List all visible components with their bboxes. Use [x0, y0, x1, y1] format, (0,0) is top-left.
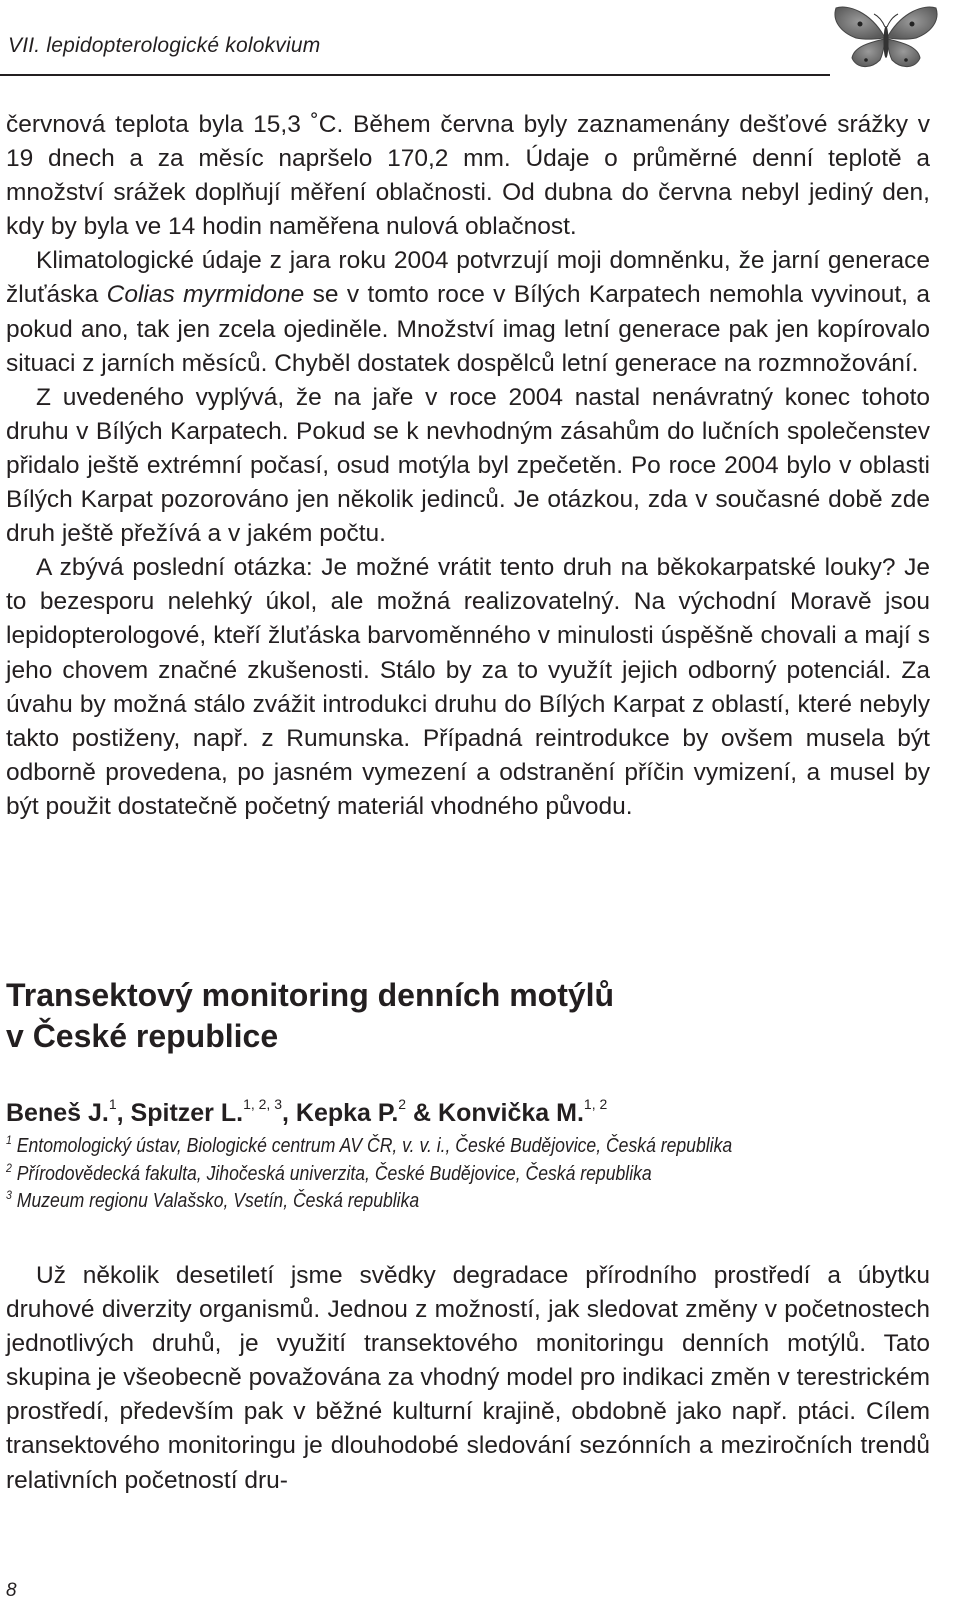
- article-title: [6, 975, 906, 1057]
- author-name: Konvička M.: [438, 1099, 584, 1127]
- affiliation: [6, 1161, 732, 1189]
- affiliation-number: 3: [6, 1188, 12, 1202]
- affiliation-number: 1: [6, 1133, 12, 1147]
- title-line: v České republice: [6, 1018, 279, 1054]
- title-line: Transektový monitoring denních motýlů: [6, 977, 615, 1013]
- affiliation-ref: 2: [398, 1096, 407, 1112]
- continued-article-text: [6, 108, 930, 824]
- paragraph: Z uvedeného vyplývá, že na jaře v roce 2004 nastal nenávratný konec tohoto druhu v Bílých Karpatech. Pokud se k nevhodným zásahům do lučních společenstev přidalo ještě extrémní počasí, osud motýla byl zpečetěn. Po roce 2004 bylo v oblasti Bílých Karpat pozorováno jen několik jedinců. Je otázkou, zda v současné době zde druh ještě přežívá a v jakém počtu.: [6, 383, 930, 548]
- paragraph: Už několik desetiletí jsme svědky degradace přírodního prostředí a úbytku druhové diverzity organismů. Jednou z možností, jak sledovat změny v početnostech jednotlivých druhů, je využití transektového monitoringu denních motýlů. Tato skupina je všeobecně považována za vhodný model pro indikaci změn v terestrickém prostředí, především pak v běžné kulturní krajině, obdobně jako např. ptáci. Cílem transektového monitoringu je dlouhodobé sledování sezónních a meziročních trendů relativních početností dru-: [6, 1262, 930, 1494]
- author-separator: ,: [281, 1099, 296, 1127]
- affiliation-number: 2: [6, 1160, 12, 1175]
- header-rule: [0, 74, 830, 76]
- text-run: Klimatologické údaje z jara roku 2004 potvrzují moji domněnku, že jarní generace žluťáska: [6, 247, 930, 309]
- abstract-text: [6, 1259, 930, 1498]
- running-header: VII. lepidopterologické kolokvium: [8, 34, 321, 57]
- paragraph: [6, 244, 930, 380]
- page-number: 8: [6, 1580, 17, 1601]
- affiliation-ref: 1, 2: [583, 1096, 608, 1112]
- affiliation: [6, 1133, 732, 1161]
- affiliation-text: Entomologický ústav, Biologické centrum AV ČR, v. v. i., České Budějovice, Česká republika: [16, 1135, 733, 1157]
- species-name: Colias myrmidone: [106, 281, 305, 309]
- affiliation-text: Muzeum regionu Valašsko, Vsetín, Česká republika: [16, 1190, 420, 1212]
- author-name: Spitzer L.: [130, 1099, 244, 1127]
- text-run: se v tomto roce v Bílých Karpatech nemohla vyvinout, a pokud ano, tak jen zcela ojediněle. Množství imag letní generace pak jen kopírovalo situaci z jarních měsíců. Chyběl dostatek dospělců letní generace na rozmnožování.: [6, 281, 930, 377]
- author-separator: ,: [116, 1099, 131, 1127]
- affiliation-ref: 1, 2, 3: [243, 1096, 282, 1112]
- author-list: [6, 1098, 607, 1128]
- paragraph: A zbývá poslední otázka: Je možné vrátit tento druh na běkokarpatské louky? Je to bezesporu nelehký úkol, ale možná realizovatelný. Na východní Moravě jsou lepidopterologové, kteří žluťáska barvoměnného v minulosti úspěšně chovali a mají s jeho chovem značné zkušenosti. Stálo by za to využít jejich odborný potenciál. Za úvahu by možná stálo zvážit introdukci druhu do Bílých Karpat z oblastí, které nebyly takto postiženy, např. z Rumunska. Případná reintrodukce by ovšem musela být odborně provedena, po jasném vymezení a odstranění příčin vymizení, a musel by být použit dostatečně početný materiál vhodného původu.: [6, 554, 930, 820]
- author-name: Kepka P.: [295, 1099, 399, 1127]
- author-name: Beneš J.: [6, 1099, 109, 1127]
- affiliation-list: [6, 1133, 732, 1216]
- affiliation-ref: 1: [108, 1096, 117, 1112]
- butterfly-icon: [830, 2, 942, 74]
- affiliation-text: Přírodovědecká fakulta, Jihočeská univerzita, České Budějovice, Česká republika: [16, 1162, 652, 1185]
- paragraph: červnová teplota byla 15,3 ˚C. Během června byly zaznamenány dešťové srážky v 19 dnech a za měsíc napršelo 170,2 mm. Údaje o průměrné denní teplotě a množství srážek doplňují měření oblačnosti. Od dubna do června nebyl jediný den, kdy by byla ve 14 hodin naměřena nulová oblačnost.: [6, 111, 930, 241]
- author-separator: &: [406, 1099, 439, 1127]
- affiliation: [6, 1188, 732, 1216]
